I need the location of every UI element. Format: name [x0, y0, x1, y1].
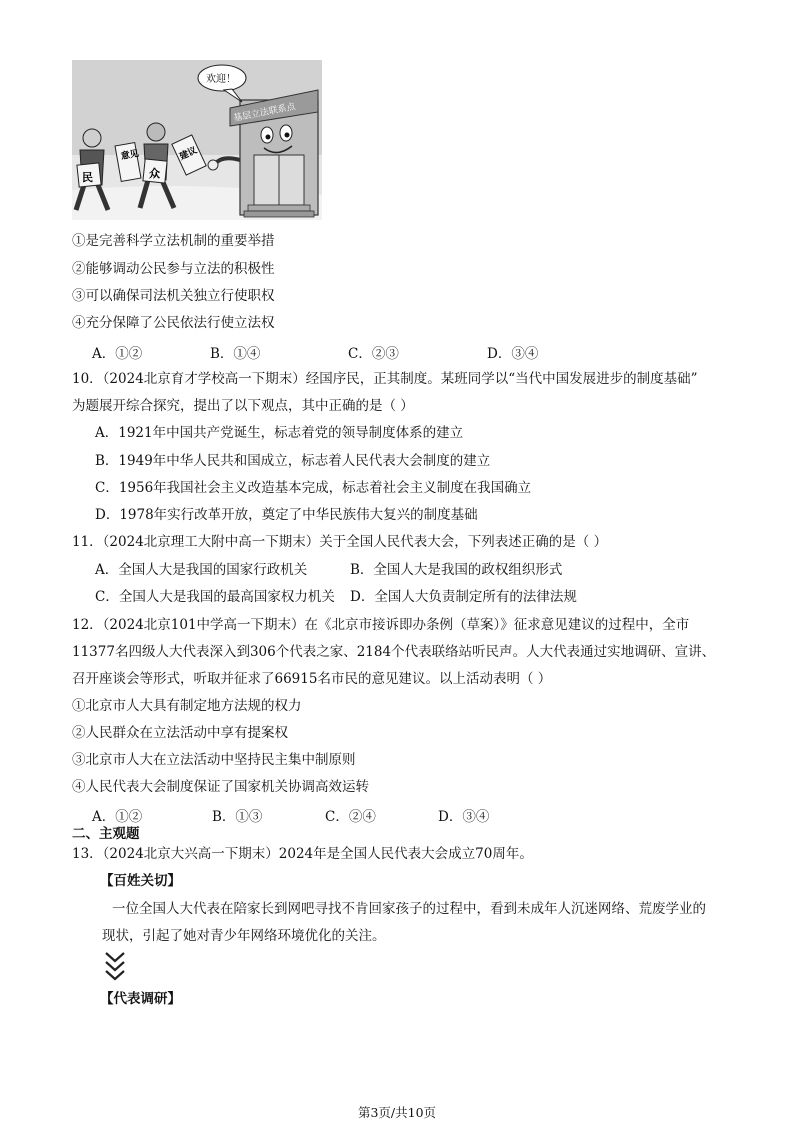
q12-item-1: ①北京市人大具有制定地方法规的权力	[72, 698, 302, 714]
q12-item-2: ②人民群众在立法活动中享有提案权	[72, 725, 288, 741]
q9-option-c[interactable]: C．②③	[348, 346, 399, 362]
q12-item-4: ④人民代表大会制度保证了国家机关协调高效运转	[72, 779, 369, 795]
q9-item-2: ②能够调动公民参与立法的积极性	[72, 261, 275, 277]
chevron-down-icon	[104, 950, 126, 982]
building-sign: 基层立法联系点	[232, 102, 297, 124]
q9-option-b[interactable]: B．①④	[210, 346, 261, 362]
q9-option-a[interactable]: A．①②	[92, 346, 143, 362]
q9-item-1: ①是完善科学立法机制的重要举措	[72, 233, 275, 249]
q12-option-c[interactable]: C．②④	[325, 809, 376, 825]
q11-stem: 11．（2024北京理工大附中高一下期末）关于全国人民代表大会，下列表述正确的是（ ）	[72, 534, 608, 550]
q9-item-4: ④充分保障了公民依法行使立法权	[72, 315, 275, 331]
q13-paragraph-line2: 现状，引起了她对青少年网络环境优化的关注。	[102, 928, 386, 944]
q12-stem-line2: 11377名四级人大代表深入到306个代表之家、2184个代表联络站听民声。人大代表通过实地调研、宣讲、	[72, 644, 716, 660]
q10-stem-line1: 10．（2024北京育才学校高一下期末）经国序民，正其制度。某班同学以“当代中国发展进步的制度基础”	[72, 371, 698, 387]
q11-option-a[interactable]: A．全国人大是我国的国家行政机关	[95, 562, 308, 578]
q11-option-b[interactable]: B．全国人大是我国的政权组织形式	[350, 562, 563, 578]
q12-stem-line1: 12．（2024北京101中学高一下期末）在《北京市接诉即办条例（草案）》征求意见建议的过程中，全市	[72, 617, 690, 633]
q12-option-b[interactable]: B．①③	[212, 809, 263, 825]
q12-stem-line3: 召开座谈会等形式，听取并征求了66915名市民的意见建议。以上活动表明（ ）	[72, 671, 552, 687]
q12-item-3: ③北京市人大在立法活动中坚持民主集中制原则	[72, 752, 356, 768]
q13-stem: 13．（2024北京大兴高一下期末）2024年是全国人民代表大会成立70周年。	[72, 846, 533, 862]
q10-option-d[interactable]: D．1978年实行改革开放，奠定了中华民族伟大复兴的制度基础	[95, 507, 478, 523]
q10-option-c[interactable]: C．1956年我国社会主义改造基本完成，标志着社会主义制度在我国确立	[95, 480, 532, 496]
q11-option-c[interactable]: C．全国人大是我国的最高国家权力机关	[95, 589, 335, 605]
q9-item-3: ③可以确保司法机关独立行使职权	[72, 288, 275, 304]
q10-option-b[interactable]: B．1949年中华人民共和国成立，标志着人民代表大会制度的建立	[95, 453, 491, 469]
cartoon-illustration	[72, 60, 322, 220]
q10-stem-line2: 为题展开综合探究，提出了以下观点，其中正确的是（ ）	[72, 398, 414, 414]
paper-1-text: 意见	[120, 149, 140, 163]
q12-option-a[interactable]: A．①②	[92, 809, 143, 825]
q13-paragraph-line1: 一位全国人大代表在陪家长到网吧寻找不肯回家孩子的过程中，看到未成年人沉迷网络、荒废学业的	[112, 901, 706, 917]
q13-tag-concern: 【百姓关切】	[100, 873, 181, 889]
q12-option-d[interactable]: D．③④	[438, 809, 490, 825]
q13-tag-research: 【代表调研】	[100, 991, 181, 1007]
section-heading: 二、主观题	[72, 826, 140, 842]
speech-bubble-text: 欢迎！	[206, 74, 236, 85]
paper-2-text: 建议	[178, 145, 199, 163]
page-number: 第3页/共10页	[357, 1105, 437, 1120]
q10-option-a[interactable]: A．1921年中国共产党诞生，标志着党的领导制度体系的建立	[95, 425, 464, 441]
q11-option-d[interactable]: D．全国人大负责制定所有的法律法规	[350, 589, 577, 605]
sign-left: 民	[82, 171, 93, 184]
q9-option-d[interactable]: D．③④	[487, 346, 539, 362]
sign-middle: 众	[149, 167, 160, 180]
